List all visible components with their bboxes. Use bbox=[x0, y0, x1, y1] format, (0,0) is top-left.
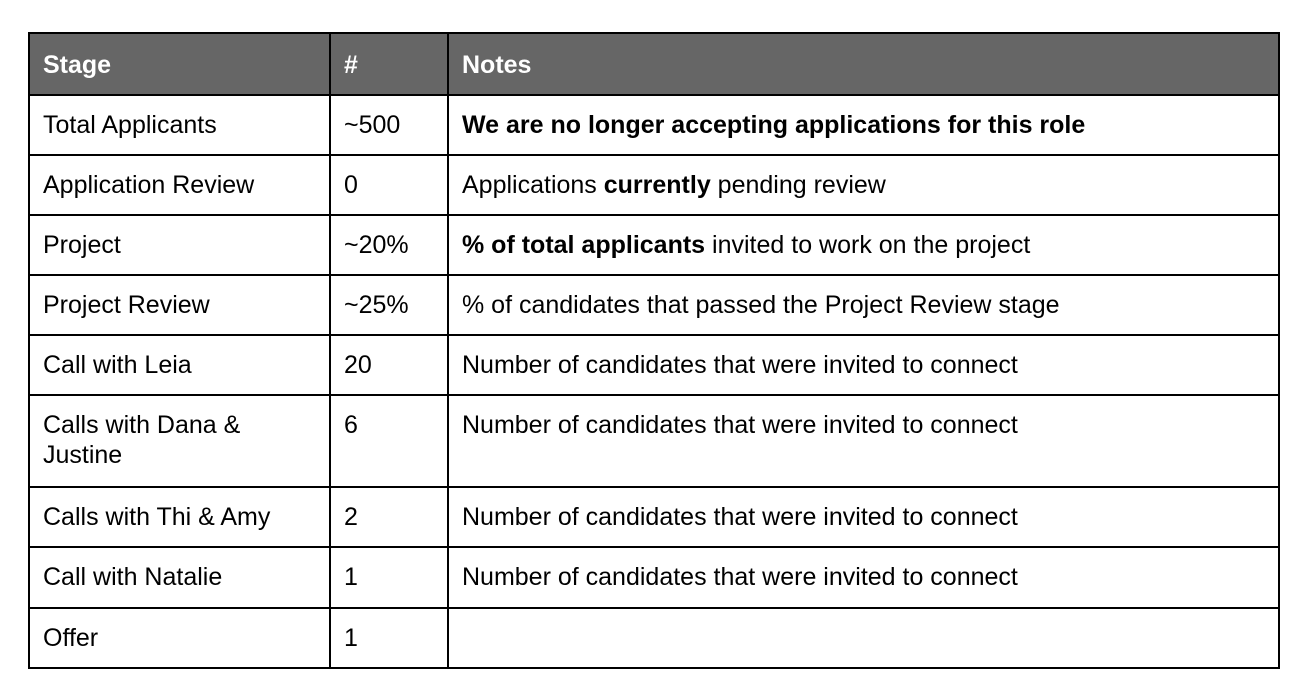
table-row bbox=[29, 395, 1279, 487]
header-stage: Stage bbox=[29, 33, 330, 95]
notes-cell bbox=[448, 155, 1279, 215]
stage-cell: Total Applicants bbox=[29, 95, 330, 155]
table-row bbox=[29, 608, 1279, 668]
table-row bbox=[29, 487, 1279, 547]
stage-cell: Call with Natalie bbox=[29, 547, 330, 608]
notes-text: pending review bbox=[710, 171, 886, 199]
stage-cell: Calls with Dana & Justine bbox=[29, 395, 330, 487]
count-cell: 1 bbox=[330, 608, 448, 668]
notes-cell bbox=[448, 487, 1279, 547]
stage-cell: Project Review bbox=[29, 275, 330, 335]
notes-cell bbox=[448, 547, 1279, 608]
count-cell: 1 bbox=[330, 547, 448, 608]
notes-text: Applications bbox=[462, 171, 604, 199]
notes-cell bbox=[448, 95, 1279, 155]
table-row bbox=[29, 155, 1279, 215]
count-cell: 20 bbox=[330, 335, 448, 395]
table-row bbox=[29, 95, 1279, 155]
table-row bbox=[29, 335, 1279, 395]
count-cell: 0 bbox=[330, 155, 448, 215]
notes-bold-text: We are no longer accepting applications for this role bbox=[462, 111, 1086, 139]
table-header-row bbox=[29, 33, 1279, 95]
notes-bold-text: % of total applicants bbox=[462, 231, 706, 259]
notes-cell bbox=[448, 335, 1279, 395]
notes-bold-text: currently bbox=[603, 171, 711, 199]
count-cell: ~500 bbox=[330, 95, 448, 155]
stage-cell: Application Review bbox=[29, 155, 330, 215]
header-count: # bbox=[330, 33, 448, 95]
notes-text: invited to work on the project bbox=[705, 231, 1031, 259]
notes-text: Number of candidates that were invited to connect bbox=[462, 563, 1018, 591]
count-cell: 6 bbox=[330, 395, 448, 487]
header-notes: Notes bbox=[448, 33, 1279, 95]
notes-text: Number of candidates that were invited to connect bbox=[462, 503, 1018, 531]
stage-cell: Calls with Thi & Amy bbox=[29, 487, 330, 547]
stage-cell: Project bbox=[29, 215, 330, 275]
count-cell: 2 bbox=[330, 487, 448, 547]
table-row bbox=[29, 547, 1279, 608]
count-cell: ~25% bbox=[330, 275, 448, 335]
notes-cell bbox=[448, 275, 1279, 335]
hiring-funnel-table bbox=[28, 32, 1280, 669]
table-row bbox=[29, 275, 1279, 335]
table-row bbox=[29, 215, 1279, 275]
notes-cell bbox=[448, 608, 1279, 668]
notes-cell bbox=[448, 215, 1279, 275]
notes-text: Number of candidates that were invited to connect bbox=[462, 411, 1018, 439]
count-cell: ~20% bbox=[330, 215, 448, 275]
hiring-funnel-table-container bbox=[28, 32, 1278, 669]
notes-text: % of candidates that passed the Project Review stage bbox=[462, 291, 1060, 319]
notes-cell bbox=[448, 395, 1279, 487]
stage-cell: Call with Leia bbox=[29, 335, 330, 395]
notes-text: Number of candidates that were invited to connect bbox=[462, 351, 1018, 379]
stage-cell: Offer bbox=[29, 608, 330, 668]
